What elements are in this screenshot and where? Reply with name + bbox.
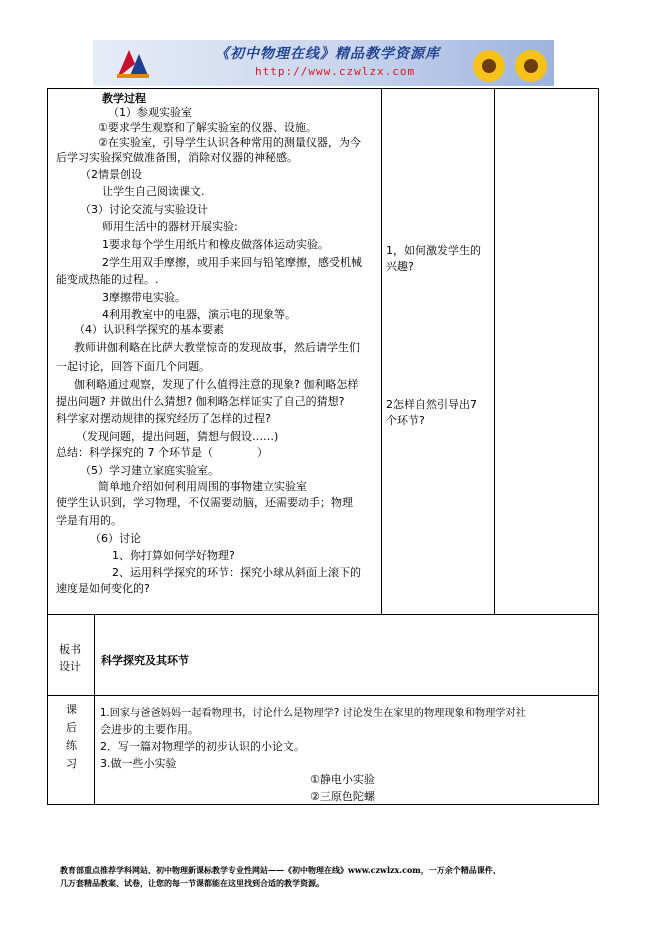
- process-line: 2、运用科学探究的环节：探究小球从斜面上滚下的: [112, 566, 361, 579]
- process-line: 学是有用的。: [56, 514, 122, 527]
- process-line: 能变成热能的过程。.: [56, 273, 159, 286]
- process-line: 1要求每个学生用纸片和橡皮做落体运动实验。: [102, 238, 329, 251]
- process-line: （2情景创设: [80, 168, 142, 181]
- site-banner: [93, 40, 554, 86]
- process-line: 教师讲伽利略在比萨大教堂惊奇的发现故事，然后请学生们: [74, 341, 360, 354]
- process-line: 提出问题? 并做出什么猜想? 伽利略怎样证实了自己的猜想?: [56, 395, 345, 408]
- process-line: 师用生活中的器材开展实验:: [102, 220, 238, 233]
- table-divider: [381, 88, 382, 614]
- process-line: 1、你打算如何学好物理?: [112, 549, 235, 562]
- homework-label: 课: [66, 703, 77, 716]
- site-logo-icon: [115, 46, 151, 80]
- table-divider: [494, 88, 495, 614]
- process-line: （发现问题，提出问题，猜想与假设……): [76, 430, 279, 443]
- table-divider: [94, 614, 95, 805]
- process-line: 让学生自己阅读课文.: [102, 185, 205, 198]
- note-question: 1，如何激发学生的: [386, 244, 481, 257]
- homework-label: 练: [66, 739, 77, 752]
- process-line: 2学生用双手摩擦，或用手来回与铅笔摩擦，感受机械: [102, 256, 362, 269]
- table-divider: [47, 614, 599, 615]
- note-question: 2怎样自然引导出7: [386, 398, 477, 411]
- homework-item: 1.回家与爸爸妈妈一起看物理书，讨论什么是物理学? 讨论发生在家里的物理现象和物理学对社: [100, 708, 526, 719]
- process-line: 4利用教室中的电器，演示电的现象等。: [102, 308, 296, 321]
- process-line: 后学习实验探究做准备围，消除对仪器的神秘感。: [56, 151, 298, 164]
- process-line: （4）认识科学探究的基本要素: [74, 323, 224, 336]
- homework-item: 2．写一篇对物理学的初步认识的小论文。: [100, 740, 305, 753]
- process-line: （5）学习建立家庭实验室。: [80, 464, 219, 477]
- process-heading: 教学过程: [102, 92, 146, 105]
- banner-title: 《初中物理在线》精品教学资源库: [215, 46, 440, 62]
- note-question: 个环节?: [386, 414, 425, 427]
- process-line: （3）讨论交流与实验设计: [80, 203, 208, 216]
- process-line: 科学家对摆动规律的探究经历了怎样的过程?: [56, 412, 271, 425]
- process-line: （6）讨论: [90, 532, 141, 545]
- board-label: 设计: [59, 660, 81, 673]
- board-content: 科学探究及其环节: [101, 654, 189, 667]
- process-line: 3摩擦带电实验。: [102, 291, 186, 304]
- process-line: 伽利略通过观察，发现了什么值得注意的现象? 伽利略怎样: [74, 378, 359, 391]
- banner-url[interactable]: http://www.czwlzx.com: [255, 65, 416, 78]
- table-divider: [47, 695, 599, 696]
- sunflower-icon: [513, 48, 549, 84]
- sunflower-icon: [471, 48, 507, 84]
- homework-label: 后: [66, 721, 77, 734]
- homework-item: ①静电小实验: [310, 773, 375, 786]
- process-line: （1）参观实验室: [108, 106, 192, 119]
- homework-item: ②三原色陀螺: [310, 790, 375, 803]
- process-line: 使学生认识到，学习物理，不仅需要动脑，还需要动手；物理: [56, 496, 353, 509]
- note-question: 兴趣?: [386, 260, 414, 273]
- process-line: 速度是如何变化的?: [56, 582, 150, 595]
- process-line: ①要求学生观察和了解实验室的仪器、设施。: [98, 121, 317, 134]
- process-line: 一起讨论，回答下面几个问题。: [56, 360, 210, 373]
- homework-label: 习: [66, 757, 77, 770]
- footer-line: 教育部重点推荐学科网站、初中物理新课标教学专业性网站——《初中物理在线》www.czwlzx.com，一万余个精品课件、: [60, 865, 501, 875]
- footer-line: 几万套精品教案、试卷，让您的每一节课都能在这里找到合适的教学资源。: [60, 878, 324, 888]
- board-label: 板书: [59, 643, 81, 656]
- process-line: ②在实验室，引导学生认识各种常用的测量仪器，为今: [98, 136, 361, 149]
- process-line: 总结：科学探究的 7 个环节是（ ）: [56, 446, 268, 459]
- homework-item: 3.做一些小实验: [100, 757, 177, 770]
- homework-item: 会进步的主要作用。: [100, 723, 199, 736]
- process-line: 简单地介绍如何利用周围的事物建立实验室: [98, 480, 307, 493]
